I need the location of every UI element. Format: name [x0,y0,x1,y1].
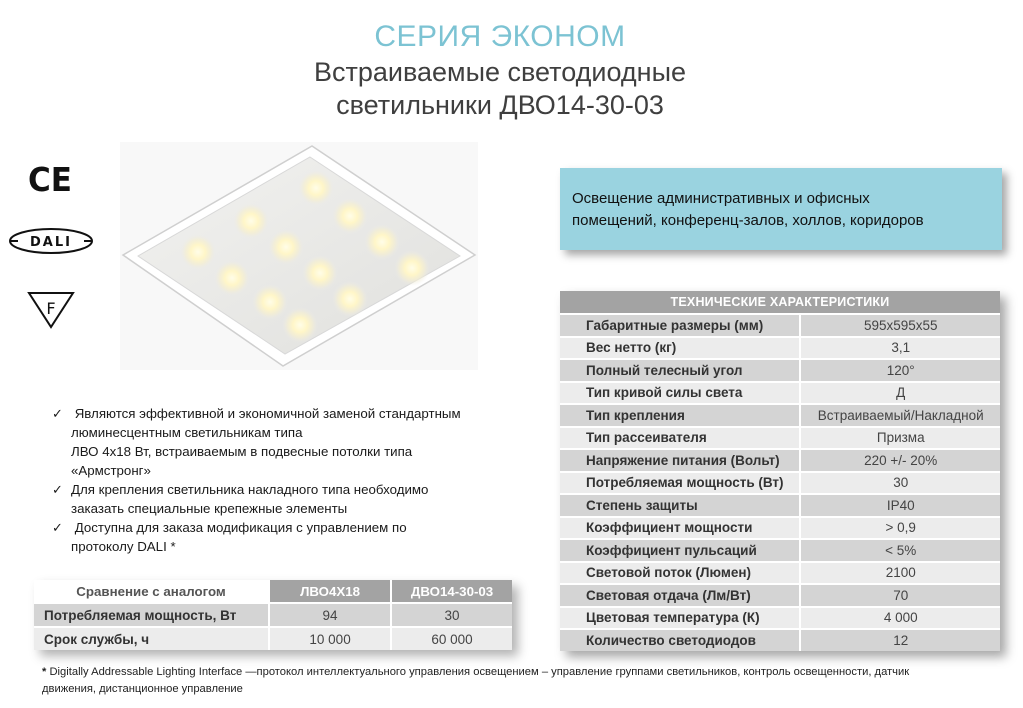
dali-logo-icon [8,226,94,256]
f-mark-text: F [46,299,56,318]
checkmark-icon: ✓ [52,520,63,535]
spec-label: Степень защиты [560,494,800,517]
footnote [42,664,1002,698]
spec-value: 30 [800,472,1000,495]
spec-row [560,539,1000,562]
feature-item [52,404,512,480]
comparison-label: Срок службы, ч [34,627,269,650]
spec-value: Призма [800,427,1000,450]
f-mark-triangle-icon [27,290,75,330]
spec-label: Тип крепления [560,404,800,427]
application-info-line-2: помещений, конференц-залов, холлов, коридоров [572,212,924,229]
spec-label: Тип кривой силы света [560,382,800,405]
spec-value: IP40 [800,494,1000,517]
feature-line: протоколу DALI * [71,539,176,554]
spec-label: Количество светодиодов [560,629,800,651]
spec-row [560,584,1000,607]
footnote-text-1: Digitally Addressable Lighting Interface —протокол интеллектуального управления освещением – управление группами светильников, контроль освещенности, датчик [46,666,910,678]
spec-value: < 5% [800,539,1000,562]
spec-label: Габаритные размеры (мм) [560,314,800,337]
spec-row [560,359,1000,382]
spec-label: Световая отдача (Лм/Вт) [560,584,800,607]
spec-value: 2100 [800,562,1000,585]
spec-value: Д [800,382,1000,405]
spec-row [560,607,1000,630]
feature-line: «Армстронг» [71,463,151,478]
comparison-value: 30 [391,603,512,627]
spec-value: 220 +/- 20% [800,449,1000,472]
feature-line: Для крепления светильника накладного типа необходимо [71,482,429,497]
application-info-box [560,168,1002,250]
comparison-row [34,627,512,650]
feature-line: люминесцентным светильникам типа [71,425,303,440]
spec-value: > 0,9 [800,517,1000,540]
spec-label: Потребляемая мощность (Вт) [560,472,800,495]
spec-label: Полный телесный угол [560,359,800,382]
ce-mark-icon [27,160,73,196]
spec-value: 120° [800,359,1000,382]
spec-value: 70 [800,584,1000,607]
footnote-line-2: движения, дистанционное управление [42,683,243,695]
spec-row [560,314,1000,337]
spec-label: Световой поток (Люмен) [560,562,800,585]
series-title: СЕРИЯ ЭКОНОМ [374,20,626,53]
comparison-value: 94 [269,603,391,627]
spec-value: Встраиваемый/Накладной [800,404,1000,427]
spec-row [560,629,1000,651]
dali-logo-text: DALI [30,235,72,250]
ce-mark-text: CE [28,160,72,196]
spec-row [560,494,1000,517]
spec-label: Цветовая температура (К) [560,607,800,630]
comparison-column-header: ДВО14-30-03 [391,580,512,603]
spec-label: Коэффициент пульсаций [560,539,800,562]
checkmark-icon: ✓ [52,482,63,497]
comparison-table-container [34,580,512,650]
comparison-value: 60 000 [391,627,512,650]
page-title-line-2: светильники ДВО14-30-03 [336,90,664,120]
spec-label: Вес нетто (кг) [560,337,800,360]
footnote-star: * [42,666,47,678]
page-title-line-1: Встраиваемые светодиодные [313,57,687,87]
spec-row [560,472,1000,495]
spec-table [560,291,1000,651]
spec-row [560,427,1000,450]
page-title [0,56,1000,122]
comparison-title: Сравнение с аналогом [34,580,269,603]
feature-list [52,404,512,556]
spec-row [560,517,1000,540]
spec-row [560,562,1000,585]
spec-table-container [560,291,1000,651]
spec-label: Тип рассеивателя [560,427,800,450]
checkmark-icon: ✓ [52,406,63,421]
feature-line: заказать специальные крепежные элементы [71,501,348,516]
feature-line: Являются эффективной и экономичной заменой стандартным [71,406,461,421]
spec-row [560,337,1000,360]
spec-row [560,449,1000,472]
spec-label: Коэффициент мощности [560,517,800,540]
spec-row [560,382,1000,405]
footnote-line-1 [42,664,1002,681]
spec-label: Напряжение питания (Вольт) [560,449,800,472]
product-image [120,142,478,370]
spec-value: 3,1 [800,337,1000,360]
spec-value: 4 000 [800,607,1000,630]
feature-item [52,480,512,518]
comparison-label: Потребляемая мощность, Вт [34,603,269,627]
feature-line: ЛВО 4х18 Вт, встраиваемым в подвесные потолки типа [71,444,413,459]
spec-value: 595х595х55 [800,314,1000,337]
comparison-value: 10 000 [269,627,391,650]
spec-table-header: ТЕХНИЧЕСКИЕ ХАРАКТЕРИСТИКИ [560,291,1000,314]
comparison-column-header: ЛВО4Х18 [269,580,391,603]
comparison-table [34,580,512,650]
comparison-row [34,603,512,627]
spec-value: 12 [800,629,1000,651]
feature-item [52,518,512,556]
feature-line: Доступна для заказа модификация с управлением по [71,520,407,535]
application-info-line-1: Освещение административных и офисных [572,190,870,207]
spec-row [560,404,1000,427]
